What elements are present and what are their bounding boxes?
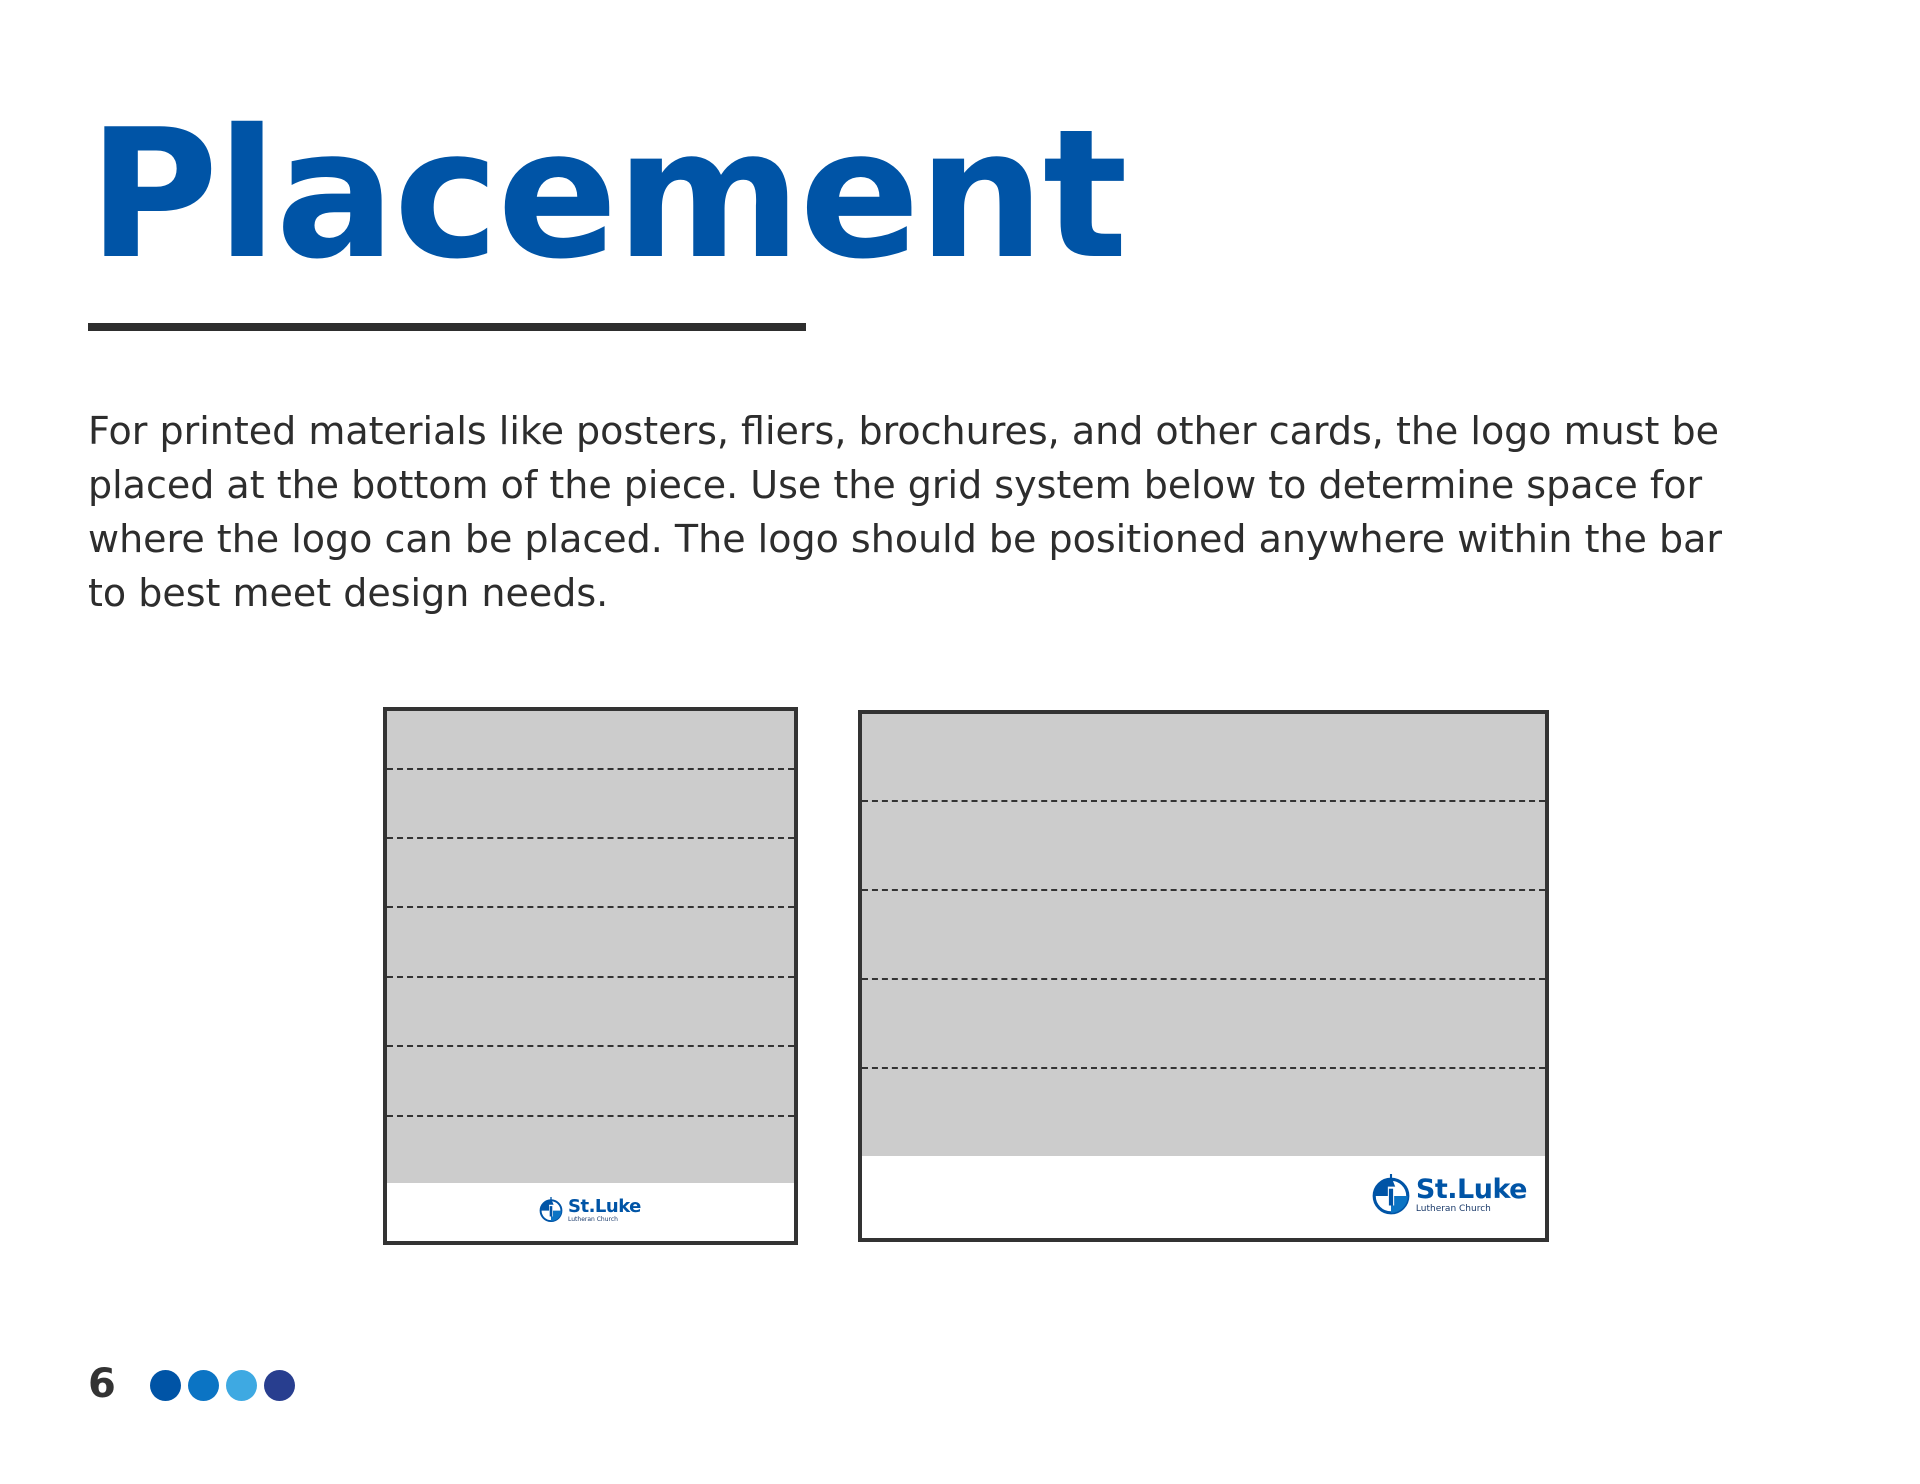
page-title: Placement: [88, 91, 1126, 298]
grid-line: [862, 800, 1545, 802]
church-steeple-circle-icon: [1370, 1174, 1412, 1216]
grid-line: [862, 1067, 1545, 1069]
logo-subtitle: Lutheran Church: [568, 1215, 618, 1223]
logo-subtitle: Lutheran Church: [1415, 1204, 1491, 1214]
landscape-layout-frame: [858, 710, 1549, 1242]
brand-color-dots: [150, 1370, 302, 1401]
color-dot: [226, 1370, 257, 1401]
grid-line: [387, 837, 794, 839]
landscape-logo-bar: [862, 1156, 1545, 1238]
color-dot: [150, 1370, 181, 1401]
grid-line: [387, 1045, 794, 1047]
grid-line: [387, 906, 794, 908]
logo-name: St.Luke: [568, 1195, 641, 1217]
grid-line: [862, 889, 1545, 891]
portrait-layout-frame: [383, 707, 798, 1245]
title-underline: [88, 323, 806, 331]
portrait-logo-bar: [387, 1183, 794, 1241]
color-dot: [188, 1370, 219, 1401]
page-number: 6: [88, 1361, 116, 1407]
color-dot: [264, 1370, 295, 1401]
landscape-content-area: [862, 714, 1545, 1160]
logo-name: St.Luke: [1415, 1174, 1527, 1205]
church-steeple-circle-icon: [538, 1197, 564, 1223]
grid-line: [387, 1115, 794, 1117]
grid-line: [862, 978, 1545, 980]
body-paragraph: For printed materials like posters, fliers, brochures, and other cards, the logo must be placed at the bottom of the piece. Use the grid system below to determine space for where the logo can be placed. The logo should be positioned anywhere within the bar to best meet design needs.: [88, 409, 1723, 615]
grid-line: [387, 976, 794, 978]
grid-line: [387, 768, 794, 770]
st-luke-logo: [538, 1197, 641, 1223]
st-luke-logo: [1370, 1174, 1527, 1216]
portrait-content-area: [387, 711, 794, 1187]
